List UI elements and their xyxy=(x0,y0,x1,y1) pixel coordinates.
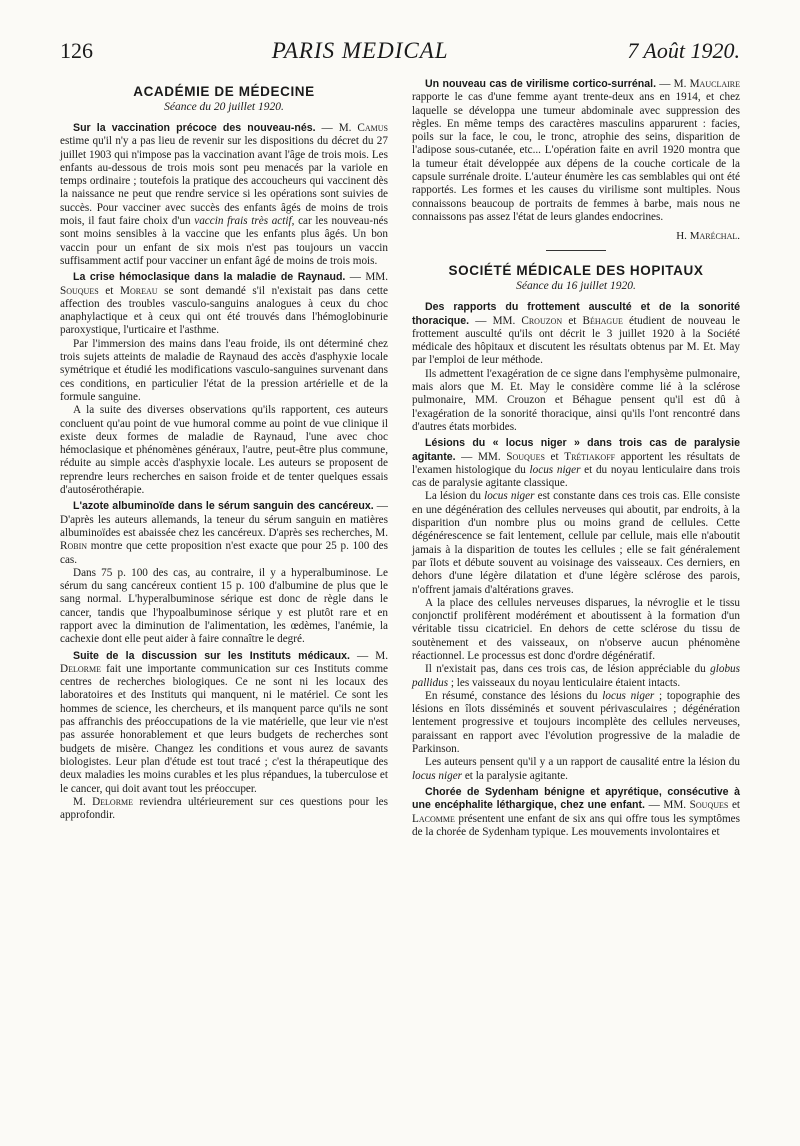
article-title: Suite de la discussion sur les Instituts médicaux. xyxy=(73,649,350,662)
article-choree: Chorée de Sydenham bénigne et apyrétique, consécutive à une encéphalite léthargique, chez une enfant. — MM. Souques et Lacomme présentent une enfant de six ans qui offre tous les symptômes de la chorée de Sydenham typique. Les mouvements involontaires et xyxy=(412,785,741,838)
signature: H. Maréchal. xyxy=(676,230,740,243)
running-head xyxy=(60,38,740,64)
paragraph: Par l'immersion des mains dans l'eau froide, ils ont déterminé chez trois sujets atteints de maladie de Raynaud des accès d'asphyxie locale symétrique et étudié les modifications vasculo-sanguines survenant dans ces conditions, en particulier l'état de la pression artérielle et de la formule sanguine. xyxy=(60,337,388,403)
paragraph: Dans 75 p. 100 des cas, au contraire, il y a hyperalbuminose. Le sérum du sang cancéreux contient 15 p. 100 d'albumine de plus que le sang normal. L'hyperalbuminose sérique est donc de règle dans le cancer, tandis que l'hypoalbuminose sérique y est plutôt rare et en rapport avec la diminution de l'alimentation, les œdèmes, l'anémie, la cachexie dont elle peut aider à faire connaître le degré. xyxy=(60,566,388,646)
section-title-academie: ACADÉMIE DE MÉDECINE xyxy=(133,84,315,99)
article-title: Chorée de Sydenham bénigne et apyrétique, consécutive à une encéphalite léthargique, chez une enfant. xyxy=(412,785,740,812)
author-name: MM. Souques xyxy=(477,450,545,463)
author-name: MM. Souques xyxy=(663,799,729,812)
author-name: M. Mauclaire xyxy=(673,78,740,90)
paragraph: M. Delorme reviendra ultérieurement sur ces questions pour les approfondir. xyxy=(60,795,388,822)
left-column xyxy=(60,78,388,839)
paragraph: La lésion du locus niger est constante dans ces trois cas. Elle consiste en une dégénération des cellules nerveuses qui aboutit, par endroits, à la disparition d'un nombre plus ou moins grand de cellules. Cette dégénérescence se fait lentement, cellule par cellule, mais elle n'aboutit jamais à la disparition de toutes les cellules ; elle se fait généralement par îlots et débute souvent au voisinage des vaisseaux. Ces derniers, en dehors d'une légère dilatation et d'une légère sclérose des parois, n'offrent jamais d'altérations graves. xyxy=(412,490,740,596)
journal-title: PARIS MEDICAL xyxy=(271,38,449,63)
paragraph: Ils admettent l'exagération de ce signe dans l'emphysème pulmonaire, mais alors que M. Et. May le considère comme lié à la sclérose pulmonaire, MM. Crouzon et Béhague pensent qu'il est dû à l'exagération de la sonorité thoracique, ainsi qu'ils l'ont rencontré dans d'autres états morbides. xyxy=(412,367,740,433)
author-name: Lacomme xyxy=(412,812,455,825)
section-title-societe: SOCIÉTÉ MÉDICALE DES HOPITAUX xyxy=(448,263,704,279)
session-date-academie: Séance du 20 juillet 1920. xyxy=(164,101,284,113)
section-divider xyxy=(546,250,606,251)
author-name: M. Delorme xyxy=(60,649,389,675)
article-vaccination: Sur la vaccination précoce des nouveau-nés. — M. Camus estime qu'il n'y a pas lieu de revenir sur les dispositions du décret du 27 juillet 1903 qui n'impose pas la vaccination avant l'âge de trois mois. Les enfants au-dessous de trois mois sont peu menacés par la variole en temps ordinaire ; toutefois la pratique des accoucheurs qui vaccinent dès la naissance ne peut que rendre service si les opérations sont suivies de succès. Pour vacciner avec succès des enfants âgés de moins de trois mois, il faut faire choix d'un vaccin frais très actif, car les nouveau-nés sont moins sensibles à la vaccine que les enfants plus âgés. Un bon vaccin pour un enfant de six mois n'est pas toujours un vaccin suffisamment actif pour vacciner un enfant âgé de moins de trois mois. xyxy=(60,122,389,267)
page-number: 126 xyxy=(60,38,93,63)
author-name: M. Camus xyxy=(338,122,389,134)
right-column xyxy=(412,78,740,839)
paragraph: En résumé, constance des lésions du locus niger ; topographie des lésions en îlots disséminés et souvent périvasculaires ; dégénération lentement progressive et toujours incomplète des cellules nerveuses, paraissant en rapport avec l'évolution progressive de la maladie de Parkinson. xyxy=(412,689,740,756)
paragraph: A la suite des diverses observations qu'ils rapportent, ces auteurs concluent qu'au point de vue humoral comme au point de vue clinique il existe deux formes de maladie de Raynaud, l'une avec choc hémoclasique et phénomènes généraux, l'autre, peut-être plus commune, réduite au simple accès d'asphyxie locale. Les auteurs se proposent de reprendre leurs recherches en saison froide et de tenter quelques essais d'autosérothérapie. xyxy=(60,404,388,497)
two-column-body xyxy=(60,78,740,839)
author-name: MM. Crouzon xyxy=(492,314,563,327)
author-name: M. Delorme xyxy=(73,795,134,808)
article-title: Lésions du « locus niger » dans trois cas de paralysie agitante. xyxy=(412,437,740,463)
article-virilisme: Un nouveau cas de virilisme cortico-surrénal. — M. Mauclaire rapporte le cas d'une femme ayant trente-deux ans en 1914, et chez laquelle se développa une tumeur abdominale avec suppression des règles. En même temps des caractères masculins apparurent : facies, poils sur la face, le cou, le tronc, atrophie des seins, disparition de l'adipose sous-cutanée, etc... L'opération faite en avril 1920 montra que la tumeur était développée aux dépens de la couche corticale de la capsule surrénale droite. L'auteur énumère les cas semblables qui ont été rapportés. Les formes et les causes du virilisme sont multiples. Nous connaissons beaucoup de portraits de femmes à barbe, mais nous ne connaissons pas assez l'état de leurs glandes endocrines. xyxy=(412,78,740,223)
author-name: Trétiakoff xyxy=(564,450,616,463)
article-locus-niger: Lésions du « locus niger » dans trois cas de paralysie agitante. — MM. Souques et Trétiakoff apportent les résultats de l'examen histologique du locus niger et du noyau lenticulaire dans trois cas de paralysie agitante classique. xyxy=(412,437,741,490)
paragraph: Il n'existait pas, dans ces trois cas, de lésion appréciable du globus pallidus ; les vaisseaux du noyau lenticulaire étaient intacts. xyxy=(412,663,740,689)
article-title: Sur la vaccination précoce des nouveau-nés. xyxy=(73,122,316,134)
author-name: Béhague xyxy=(582,314,623,327)
article-instituts: Suite de la discussion sur les Instituts médicaux. — M. Delorme fait une importante communication sur ces Instituts comme centres de recherches biologiques. Ce ne sont ni les locaux des laboratoires et des Instituts qui manquent, ni le matériel. Ce sont les hommes de science, les chercheurs, et ils manquent parce qu'ils ne sont pas affranchis des préoccupations de la vie matérielle, que leur vie n'est pas assurée honorablement et que leurs budgets de recherches sont budgets de misère. Changez les conditions et vous aurez de savants biologistes. Leur plan d'étude est tout tracé ; c'est la thérapeutique des deux maladies les moins curables et les plus répandues, la tuberculose et le cancer, qui doit avant tout les préoccuper. xyxy=(60,649,389,795)
article-title: La crise hémoclasique dans la maladie de Raynaud. xyxy=(73,271,346,284)
issue-date: 7 Août 1920. xyxy=(627,38,740,63)
article-raynaud: La crise hémoclasique dans la maladie de Raynaud. — MM. Souques et Moreau se sont demandé s'il n'existait pas dans cette affection des troubles vasculo-sanguins analogues à ceux du choc anaphylactique et à ceux qui ont été trouvés dans l'hémoglobinurie paroxystique, l'urticaire et l'asthme. xyxy=(60,271,389,337)
author-name: MM. Souques xyxy=(60,271,389,297)
paragraph: Les auteurs pensent qu'il y a un rapport de causalité entre la lésion du locus niger et la paralysie agitante. xyxy=(412,756,740,782)
article-title: Des rapports du frottement ausculté et de la sonorité thoracique. xyxy=(412,301,740,327)
author-name: M. Robin xyxy=(60,526,388,553)
article-title: L'azote albuminoïde dans le sérum sanguin des cancéreux. xyxy=(73,500,374,513)
article-azote: L'azote albuminoïde dans le sérum sanguin des cancéreux. — D'après les auteurs allemands, la teneur du sérum sanguin en matières albuminoïdes est abaissée chez les cancéreux. D'après ses recherches, M. Robin montre que cette proposition n'est exacte que pour 25 p. 100 des cas. xyxy=(60,500,388,566)
author-name: Moreau xyxy=(120,284,158,297)
session-date-societe: Séance du 16 juillet 1920. xyxy=(516,280,636,293)
article-title: Un nouveau cas de virilisme cortico-surrénal. xyxy=(425,78,657,90)
paragraph: A la place des cellules nerveuses disparues, la névroglie et le tissu conjonctif prolifèrent modérément et aboutissent à la formation d'un véritable tissu cicatriciel. En dehors de cette sclérose du tissu de soutènement et des vaisseaux, on n'observe aucun phénomène réactionnel. Le processus est donc d'ordre dégénératif. xyxy=(412,596,740,662)
article-frottement: Des rapports du frottement ausculté et de la sonorité thoracique. — MM. Crouzon et Béhague étudient de nouveau le frottement ausculté qu'ils ont décrit le 3 juillet 1920 à la Société médicale des hôpitaux et discutent les résultats obtenus par M. Et. May par l'emploi de leur méthode. xyxy=(412,301,740,367)
